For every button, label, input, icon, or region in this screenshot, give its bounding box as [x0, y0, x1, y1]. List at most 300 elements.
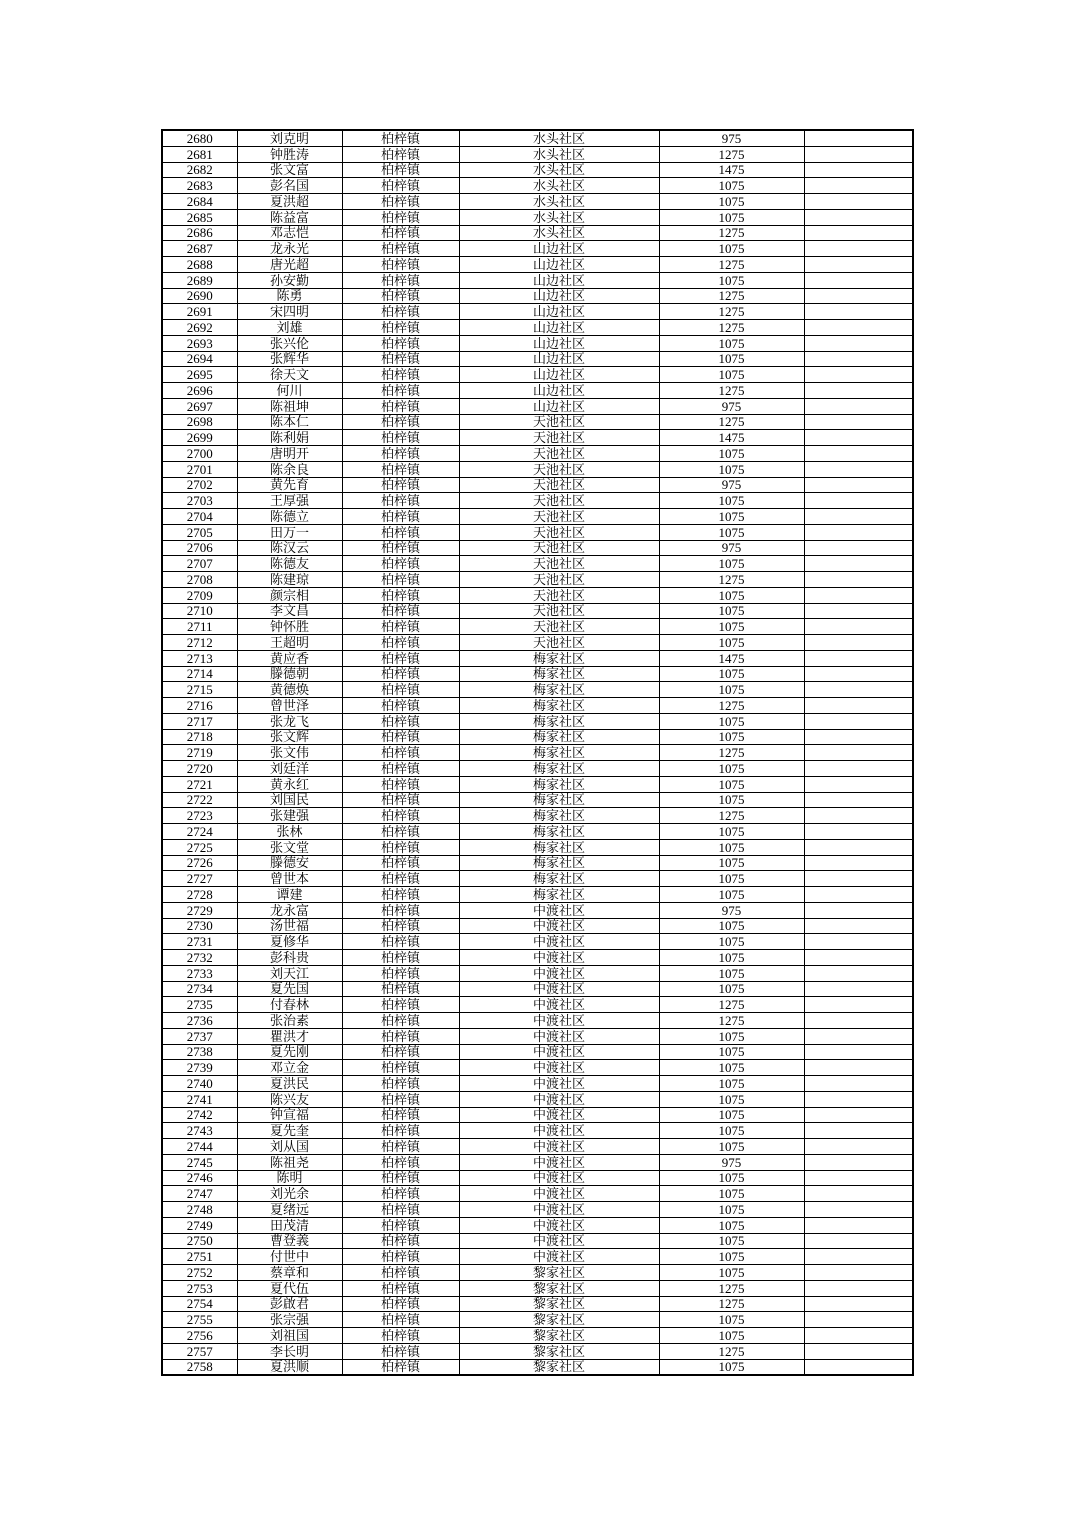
- row-number-cell: 2750: [162, 1233, 237, 1249]
- community-cell: 中渡社区: [459, 1060, 659, 1076]
- remark-cell: [804, 1076, 913, 1092]
- name-cell: 刘天江: [237, 965, 342, 981]
- name-cell: 徐天文: [237, 367, 342, 383]
- town-cell: 柏梓镇: [342, 524, 459, 540]
- table-row: [162, 1170, 913, 1186]
- community-cell: 天池社区: [459, 635, 659, 651]
- community-cell: 中渡社区: [459, 965, 659, 981]
- row-number-cell: 2726: [162, 855, 237, 871]
- amount-cell: 1075: [659, 682, 804, 698]
- remark-cell: [804, 1044, 913, 1060]
- town-cell: 柏梓镇: [342, 461, 459, 477]
- town-cell: 柏梓镇: [342, 682, 459, 698]
- community-cell: 梅家社区: [459, 824, 659, 840]
- table-row: [162, 1154, 913, 1170]
- row-number-cell: 2749: [162, 1217, 237, 1233]
- remark-cell: [804, 635, 913, 651]
- amount-cell: 1275: [659, 288, 804, 304]
- town-cell: 柏梓镇: [342, 209, 459, 225]
- remark-cell: [804, 1170, 913, 1186]
- row-number-cell: 2754: [162, 1296, 237, 1312]
- row-number-cell: 2708: [162, 572, 237, 588]
- table-row: [162, 666, 913, 682]
- table-row: [162, 902, 913, 918]
- row-number-cell: 2728: [162, 887, 237, 903]
- name-cell: 彭科贵: [237, 950, 342, 966]
- town-cell: 柏梓镇: [342, 1013, 459, 1029]
- row-number-cell: 2710: [162, 603, 237, 619]
- amount-cell: 1075: [659, 887, 804, 903]
- town-cell: 柏梓镇: [342, 934, 459, 950]
- remark-cell: [804, 918, 913, 934]
- amount-cell: 1075: [659, 824, 804, 840]
- table-row: [162, 713, 913, 729]
- row-number-cell: 2704: [162, 509, 237, 525]
- amount-cell: 1275: [659, 997, 804, 1013]
- table-row: [162, 304, 913, 320]
- community-cell: 梅家社区: [459, 792, 659, 808]
- remark-cell: [804, 682, 913, 698]
- row-number-cell: 2699: [162, 430, 237, 446]
- town-cell: 柏梓镇: [342, 824, 459, 840]
- remark-cell: [804, 367, 913, 383]
- remark-cell: [804, 824, 913, 840]
- row-number-cell: 2694: [162, 351, 237, 367]
- name-cell: 颜宗相: [237, 587, 342, 603]
- community-cell: 梅家社区: [459, 698, 659, 714]
- table-row: [162, 619, 913, 635]
- town-cell: 柏梓镇: [342, 776, 459, 792]
- name-cell: 谭建: [237, 887, 342, 903]
- remark-cell: [804, 1359, 913, 1375]
- community-cell: 水头社区: [459, 225, 659, 241]
- remark-cell: [804, 398, 913, 414]
- amount-cell: 1075: [659, 493, 804, 509]
- table-row: [162, 950, 913, 966]
- remark-cell: [804, 446, 913, 462]
- remark-cell: [804, 524, 913, 540]
- town-cell: 柏梓镇: [342, 1139, 459, 1155]
- remark-cell: [804, 1107, 913, 1123]
- town-cell: 柏梓镇: [342, 540, 459, 556]
- name-cell: 黄德焕: [237, 682, 342, 698]
- row-number-cell: 2746: [162, 1170, 237, 1186]
- name-cell: 张文辉: [237, 729, 342, 745]
- remark-cell: [804, 650, 913, 666]
- table-row: [162, 776, 913, 792]
- remark-cell: [804, 288, 913, 304]
- town-cell: 柏梓镇: [342, 635, 459, 651]
- community-cell: 中渡社区: [459, 1123, 659, 1139]
- row-number-cell: 2738: [162, 1044, 237, 1060]
- name-cell: 陈勇: [237, 288, 342, 304]
- table-row: [162, 572, 913, 588]
- table-row: [162, 761, 913, 777]
- row-number-cell: 2685: [162, 209, 237, 225]
- town-cell: 柏梓镇: [342, 887, 459, 903]
- table-row: [162, 635, 913, 651]
- name-cell: 夏先奎: [237, 1123, 342, 1139]
- town-cell: 柏梓镇: [342, 1044, 459, 1060]
- row-number-cell: 2707: [162, 556, 237, 572]
- table-row: [162, 524, 913, 540]
- row-number-cell: 2723: [162, 808, 237, 824]
- name-cell: 张文富: [237, 162, 342, 178]
- town-cell: 柏梓镇: [342, 367, 459, 383]
- table-row: [162, 288, 913, 304]
- remark-cell: [804, 761, 913, 777]
- name-cell: 李长明: [237, 1343, 342, 1359]
- amount-cell: 1075: [659, 335, 804, 351]
- table-row: [162, 1076, 913, 1092]
- amount-cell: 1075: [659, 950, 804, 966]
- table-row: [162, 824, 913, 840]
- remark-cell: [804, 698, 913, 714]
- amount-cell: 1075: [659, 209, 804, 225]
- table-row: [162, 871, 913, 887]
- town-cell: 柏梓镇: [342, 713, 459, 729]
- remark-cell: [804, 619, 913, 635]
- amount-cell: 1075: [659, 918, 804, 934]
- table-row: [162, 1060, 913, 1076]
- name-cell: 黄永红: [237, 776, 342, 792]
- name-cell: 曾世泽: [237, 698, 342, 714]
- amount-cell: 1275: [659, 304, 804, 320]
- amount-cell: 1075: [659, 1091, 804, 1107]
- community-cell: 天池社区: [459, 477, 659, 493]
- amount-cell: 1075: [659, 1076, 804, 1092]
- table-row: [162, 965, 913, 981]
- name-cell: 刘从国: [237, 1139, 342, 1155]
- community-cell: 天池社区: [459, 603, 659, 619]
- amount-cell: 1075: [659, 1265, 804, 1281]
- community-cell: 天池社区: [459, 540, 659, 556]
- community-cell: 中渡社区: [459, 1217, 659, 1233]
- table-row: [162, 367, 913, 383]
- town-cell: 柏梓镇: [342, 335, 459, 351]
- amount-cell: 1075: [659, 509, 804, 525]
- community-cell: 天池社区: [459, 430, 659, 446]
- name-cell: 刘雄: [237, 320, 342, 336]
- name-cell: 彭名国: [237, 178, 342, 194]
- name-cell: 李文昌: [237, 603, 342, 619]
- town-cell: 柏梓镇: [342, 650, 459, 666]
- town-cell: 柏梓镇: [342, 130, 459, 146]
- name-cell: 陈汉云: [237, 540, 342, 556]
- name-cell: 刘廷洋: [237, 761, 342, 777]
- community-cell: 水头社区: [459, 178, 659, 194]
- amount-cell: 1075: [659, 981, 804, 997]
- row-number-cell: 2697: [162, 398, 237, 414]
- town-cell: 柏梓镇: [342, 257, 459, 273]
- amount-cell: 1075: [659, 367, 804, 383]
- community-cell: 中渡社区: [459, 981, 659, 997]
- remark-cell: [804, 414, 913, 430]
- remark-cell: [804, 855, 913, 871]
- table-row: [162, 130, 913, 146]
- remark-cell: [804, 430, 913, 446]
- table-row: [162, 430, 913, 446]
- community-cell: 天池社区: [459, 461, 659, 477]
- row-number-cell: 2683: [162, 178, 237, 194]
- remark-cell: [804, 1296, 913, 1312]
- community-cell: 黎家社区: [459, 1265, 659, 1281]
- remark-cell: [804, 509, 913, 525]
- amount-cell: 1075: [659, 1170, 804, 1186]
- town-cell: 柏梓镇: [342, 556, 459, 572]
- town-cell: 柏梓镇: [342, 666, 459, 682]
- community-cell: 中渡社区: [459, 1013, 659, 1029]
- amount-cell: 1475: [659, 430, 804, 446]
- community-cell: 梅家社区: [459, 682, 659, 698]
- town-cell: 柏梓镇: [342, 871, 459, 887]
- community-cell: 中渡社区: [459, 1044, 659, 1060]
- town-cell: 柏梓镇: [342, 383, 459, 399]
- town-cell: 柏梓镇: [342, 1202, 459, 1218]
- community-cell: 梅家社区: [459, 650, 659, 666]
- town-cell: 柏梓镇: [342, 981, 459, 997]
- row-number-cell: 2734: [162, 981, 237, 997]
- name-cell: 夏洪顺: [237, 1359, 342, 1375]
- name-cell: 田万一: [237, 524, 342, 540]
- amount-cell: 1075: [659, 272, 804, 288]
- table-row: [162, 398, 913, 414]
- name-cell: 滕德安: [237, 855, 342, 871]
- row-number-cell: 2711: [162, 619, 237, 635]
- amount-cell: 975: [659, 477, 804, 493]
- community-cell: 天池社区: [459, 556, 659, 572]
- town-cell: 柏梓镇: [342, 1343, 459, 1359]
- community-cell: 梅家社区: [459, 776, 659, 792]
- row-number-cell: 2705: [162, 524, 237, 540]
- amount-cell: 1075: [659, 1060, 804, 1076]
- name-cell: 张兴伦: [237, 335, 342, 351]
- row-number-cell: 2733: [162, 965, 237, 981]
- community-cell: 水头社区: [459, 209, 659, 225]
- community-cell: 山边社区: [459, 257, 659, 273]
- name-cell: 陈德立: [237, 509, 342, 525]
- row-number-cell: 2741: [162, 1091, 237, 1107]
- amount-cell: 1075: [659, 666, 804, 682]
- table-row: [162, 509, 913, 525]
- table-row: [162, 603, 913, 619]
- community-cell: 梅家社区: [459, 808, 659, 824]
- remark-cell: [804, 950, 913, 966]
- amount-cell: 1075: [659, 1217, 804, 1233]
- name-cell: 黄应香: [237, 650, 342, 666]
- amount-cell: 1075: [659, 1107, 804, 1123]
- town-cell: 柏梓镇: [342, 162, 459, 178]
- name-cell: 陈本仁: [237, 414, 342, 430]
- row-number-cell: 2692: [162, 320, 237, 336]
- table-row: [162, 587, 913, 603]
- amount-cell: 1275: [659, 1013, 804, 1029]
- remark-cell: [804, 556, 913, 572]
- table-row: [162, 1233, 913, 1249]
- remark-cell: [804, 1028, 913, 1044]
- remark-cell: [804, 871, 913, 887]
- amount-cell: 1275: [659, 1343, 804, 1359]
- row-number-cell: 2689: [162, 272, 237, 288]
- amount-cell: 1075: [659, 619, 804, 635]
- community-cell: 山边社区: [459, 288, 659, 304]
- community-cell: 山边社区: [459, 320, 659, 336]
- table-row: [162, 1044, 913, 1060]
- table-row: [162, 335, 913, 351]
- row-number-cell: 2688: [162, 257, 237, 273]
- row-number-cell: 2693: [162, 335, 237, 351]
- remark-cell: [804, 461, 913, 477]
- town-cell: 柏梓镇: [342, 493, 459, 509]
- table-row: [162, 650, 913, 666]
- row-number-cell: 2743: [162, 1123, 237, 1139]
- remark-cell: [804, 320, 913, 336]
- name-cell: 刘克明: [237, 130, 342, 146]
- name-cell: 邓立金: [237, 1060, 342, 1076]
- table-row: [162, 1091, 913, 1107]
- amount-cell: 1275: [659, 146, 804, 162]
- amount-cell: 1075: [659, 351, 804, 367]
- amount-cell: 1075: [659, 729, 804, 745]
- remark-cell: [804, 981, 913, 997]
- community-cell: 梅家社区: [459, 761, 659, 777]
- row-number-cell: 2715: [162, 682, 237, 698]
- amount-cell: 1075: [659, 776, 804, 792]
- town-cell: 柏梓镇: [342, 1060, 459, 1076]
- row-number-cell: 2739: [162, 1060, 237, 1076]
- amount-cell: 1075: [659, 792, 804, 808]
- town-cell: 柏梓镇: [342, 1233, 459, 1249]
- table-row: [162, 1217, 913, 1233]
- remark-cell: [804, 1328, 913, 1344]
- remark-cell: [804, 587, 913, 603]
- amount-cell: 1075: [659, 524, 804, 540]
- name-cell: 陈祖尧: [237, 1154, 342, 1170]
- table-row: [162, 1107, 913, 1123]
- community-cell: 中渡社区: [459, 950, 659, 966]
- table-row: [162, 162, 913, 178]
- town-cell: 柏梓镇: [342, 1265, 459, 1281]
- table-row: [162, 934, 913, 950]
- community-cell: 黎家社区: [459, 1280, 659, 1296]
- community-cell: 黎家社区: [459, 1343, 659, 1359]
- amount-cell: 1075: [659, 556, 804, 572]
- table-row: [162, 918, 913, 934]
- remark-cell: [804, 1343, 913, 1359]
- name-cell: 曹登義: [237, 1233, 342, 1249]
- community-cell: 山边社区: [459, 241, 659, 257]
- row-number-cell: 2684: [162, 194, 237, 210]
- remark-cell: [804, 225, 913, 241]
- row-number-cell: 2758: [162, 1359, 237, 1375]
- town-cell: 柏梓镇: [342, 304, 459, 320]
- community-cell: 梅家社区: [459, 855, 659, 871]
- table-row: [162, 1186, 913, 1202]
- amount-cell: 1075: [659, 1249, 804, 1265]
- remark-cell: [804, 1217, 913, 1233]
- community-cell: 中渡社区: [459, 997, 659, 1013]
- community-cell: 中渡社区: [459, 1186, 659, 1202]
- community-cell: 山边社区: [459, 367, 659, 383]
- town-cell: 柏梓镇: [342, 1076, 459, 1092]
- table-row: [162, 351, 913, 367]
- remark-cell: [804, 1312, 913, 1328]
- row-number-cell: 2736: [162, 1013, 237, 1029]
- row-number-cell: 2752: [162, 1265, 237, 1281]
- remark-cell: [804, 997, 913, 1013]
- amount-cell: 1275: [659, 1296, 804, 1312]
- community-cell: 天池社区: [459, 587, 659, 603]
- remark-cell: [804, 1202, 913, 1218]
- town-cell: 柏梓镇: [342, 272, 459, 288]
- community-cell: 黎家社区: [459, 1328, 659, 1344]
- row-number-cell: 2730: [162, 918, 237, 934]
- community-cell: 梅家社区: [459, 839, 659, 855]
- community-cell: 水头社区: [459, 194, 659, 210]
- town-cell: 柏梓镇: [342, 1107, 459, 1123]
- town-cell: 柏梓镇: [342, 1123, 459, 1139]
- town-cell: 柏梓镇: [342, 839, 459, 855]
- name-cell: 陈明: [237, 1170, 342, 1186]
- row-number-cell: 2742: [162, 1107, 237, 1123]
- table-row: [162, 383, 913, 399]
- remark-cell: [804, 351, 913, 367]
- community-cell: 中渡社区: [459, 1202, 659, 1218]
- community-cell: 中渡社区: [459, 1107, 659, 1123]
- name-cell: 夏先刚: [237, 1044, 342, 1060]
- table-row: [162, 839, 913, 855]
- remark-cell: [804, 1123, 913, 1139]
- community-cell: 中渡社区: [459, 1233, 659, 1249]
- table-row: [162, 320, 913, 336]
- community-cell: 天池社区: [459, 446, 659, 462]
- row-number-cell: 2719: [162, 745, 237, 761]
- row-number-cell: 2714: [162, 666, 237, 682]
- name-cell: 邓志恺: [237, 225, 342, 241]
- town-cell: 柏梓镇: [342, 509, 459, 525]
- town-cell: 柏梓镇: [342, 603, 459, 619]
- row-number-cell: 2722: [162, 792, 237, 808]
- town-cell: 柏梓镇: [342, 855, 459, 871]
- town-cell: 柏梓镇: [342, 997, 459, 1013]
- town-cell: 柏梓镇: [342, 1186, 459, 1202]
- amount-cell: 1275: [659, 808, 804, 824]
- row-number-cell: 2732: [162, 950, 237, 966]
- remark-cell: [804, 1060, 913, 1076]
- community-cell: 中渡社区: [459, 1139, 659, 1155]
- row-number-cell: 2696: [162, 383, 237, 399]
- amount-cell: 1275: [659, 257, 804, 273]
- row-number-cell: 2709: [162, 587, 237, 603]
- remark-cell: [804, 808, 913, 824]
- row-number-cell: 2686: [162, 225, 237, 241]
- table-row: [162, 1343, 913, 1359]
- table-row: [162, 461, 913, 477]
- name-cell: 夏洪超: [237, 194, 342, 210]
- table-row: [162, 698, 913, 714]
- table-row: [162, 1123, 913, 1139]
- remark-cell: [804, 146, 913, 162]
- name-cell: 夏洪民: [237, 1076, 342, 1092]
- row-number-cell: 2737: [162, 1028, 237, 1044]
- name-cell: 曾世本: [237, 871, 342, 887]
- table-row: [162, 729, 913, 745]
- town-cell: 柏梓镇: [342, 1217, 459, 1233]
- row-number-cell: 2735: [162, 997, 237, 1013]
- row-number-cell: 2706: [162, 540, 237, 556]
- community-cell: 天池社区: [459, 509, 659, 525]
- town-cell: 柏梓镇: [342, 572, 459, 588]
